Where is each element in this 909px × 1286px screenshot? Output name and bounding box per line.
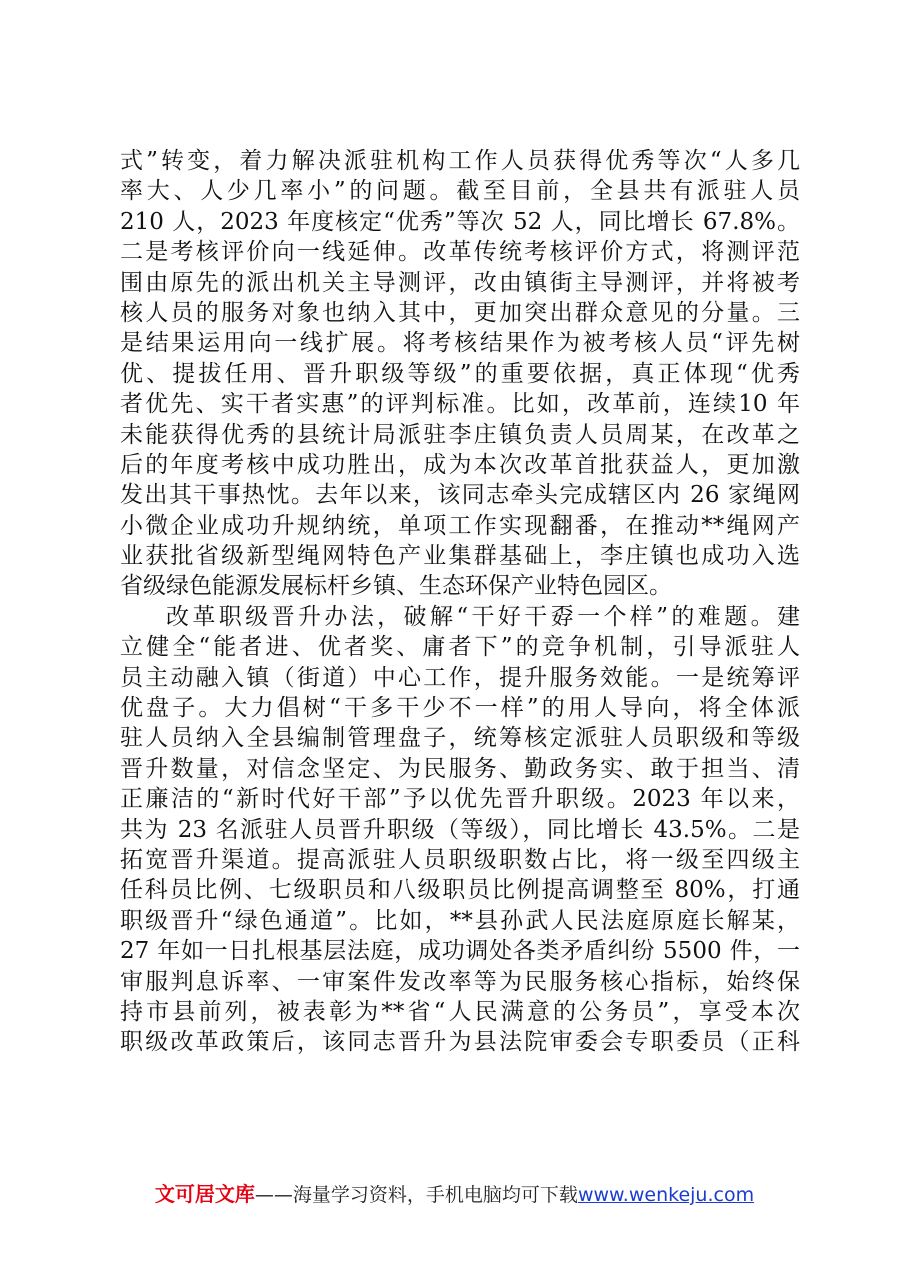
text-line: 晋升数量，对信念坚定、为民服务、勤政务实、敢于担当、清 bbox=[120, 755, 800, 782]
text-line: 职级改革政策后，该同志晋升为县法院审委会专职委员（正科 bbox=[120, 1029, 800, 1056]
text-line: 持市县前列，被表彰为**省“人民满意的公务员”，享受本次 bbox=[120, 998, 800, 1025]
text-line: 核人员的服务对象也纳入其中，更加突出群众意见的分量。三 bbox=[120, 299, 800, 326]
text-line: 者优先、实干者实惠”的评判标准。比如，改革前，连续10 年 bbox=[120, 391, 800, 418]
paragraph-start-line: 改革职级晋升办法，破解“干好干孬一个样”的难题。建 bbox=[166, 603, 800, 630]
text-line: 210 人，2023 年度核定“优秀”等次 52 人，同比增长 67.8%。 bbox=[120, 208, 800, 235]
document-body bbox=[120, 146, 800, 1058]
text-line: 小微企业成功升规纳统，单项工作实现翻番，在推动**绳网产 bbox=[120, 512, 800, 539]
text-line: 正廉洁的“新时代好干部”予以优先晋升职级。2023 年以来， bbox=[120, 786, 800, 813]
text-line: 是结果运用向一线扩展。将考核结果作为被考核人员“评先树 bbox=[120, 330, 800, 357]
text-line: 式”转变，着力解决派驻机构工作人员获得优秀等次“人多几 bbox=[120, 148, 800, 174]
text-line: 未能获得优秀的县统计局派驻李庄镇负责人员周某，在改革之 bbox=[120, 421, 800, 448]
text-line: 发出其干事热忱。去年以来，该同志牵头完成辖区内 26 家绳网 bbox=[120, 482, 800, 509]
text-line: 共为 23 名派驻人员晋升职级（等级），同比增长 43.5%。二是 bbox=[120, 816, 800, 843]
text-line: 立健全“能者进、优者奖、庸者下”的竞争机制，引导派驻人 bbox=[120, 634, 800, 661]
text-line: 率大、人少几率小”的问题。截至目前，全县共有派驻人员 bbox=[120, 178, 800, 205]
text-line: 二是考核评价向一线延伸。改革传统考核评价方式，将测评范 bbox=[120, 239, 800, 266]
paragraph-end-line: 省级绿色能源发展标杆乡镇、生态环保产业特色园区。 bbox=[120, 573, 672, 600]
text-line: 优、提拔任用、晋升职级等级”的重要依据，真正体现“优秀 bbox=[120, 360, 800, 387]
text-line: 后的年度考核中成功胜出，成为本次改革首批获益人，更加激 bbox=[120, 451, 800, 478]
footer-tagline: ——海量学习资料，手机电脑均可下载 bbox=[254, 1184, 578, 1206]
text-line: 围由原先的派出机关主导测评，改由镇街主导测评，并将被考 bbox=[120, 269, 800, 296]
footer-banner bbox=[0, 1181, 909, 1208]
text-line: 拓宽晋升渠道。提高派驻人员职级职数占比，将一级至四级主 bbox=[120, 846, 800, 873]
text-line: 驻人员纳入全县编制管理盘子，统筹核定派驻人员职级和等级 bbox=[120, 725, 800, 752]
text-line: 员主动融入镇（街道）中心工作，提升服务效能。一是统筹评 bbox=[120, 664, 800, 691]
text-line: 27 年如一日扎根基层法庭，成功调处各类矛盾纠纷 5500 件，一 bbox=[120, 938, 800, 965]
text-line: 任科员比例、七级职员和八级职员比例提高调整至 80%，打通 bbox=[120, 877, 800, 904]
text-line: 业获批省级新型绳网特色产业集群基础上，李庄镇也成功入选 bbox=[120, 543, 800, 570]
text-line: 职级晋升“绿色通道”。比如，**县孙武人民法庭原庭长解某， bbox=[120, 907, 800, 934]
text-line: 优盘子。大力倡树“干多干少不一样”的用人导向，将全体派 bbox=[120, 695, 800, 722]
footer-brand: 文可居文库 bbox=[154, 1182, 255, 1206]
footer-url-link[interactable]: www.wenkeju.com bbox=[577, 1184, 755, 1206]
text-line: 审服判息诉率、一审案件发改率等为民服务核心指标，始终保 bbox=[120, 968, 800, 995]
